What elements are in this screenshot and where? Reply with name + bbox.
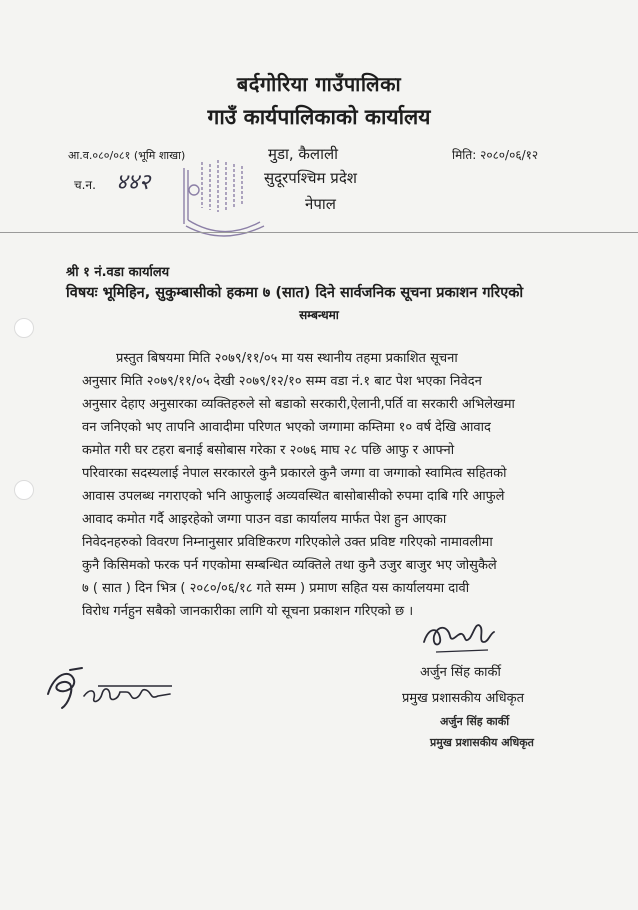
stamp-name: अर्जुन सिंह कार्की bbox=[440, 715, 510, 728]
recipient: श्री १ नं.वडा कार्यालय bbox=[66, 265, 170, 280]
body-line: कुनै किसिमको फरक पर्न गएकोमा सम्बन्धित व्यक्तिले तथा कुनै उजुर बाजुर भए जोसुकैले bbox=[82, 558, 497, 573]
location-line-3: नेपाल bbox=[305, 195, 336, 213]
location-line-2: सुदूरपश्चिम प्रदेश bbox=[264, 169, 357, 187]
handwritten-initials-icon bbox=[40, 660, 180, 718]
body-line: विरोध गर्नहुन सबैको जानकारीका लागि यो सूचना प्रकाशन गरिएको छ । bbox=[82, 604, 414, 619]
signatory-name: अर्जुन सिंह कार्की bbox=[420, 665, 501, 680]
office-title: बर्दगोरिया गाउँपालिका bbox=[236, 72, 402, 96]
dispatch-label: च.न. bbox=[74, 178, 96, 192]
letter-date: मिति: २०८०/०६/१२ bbox=[452, 148, 539, 162]
subject-line: विषयः भूमिहिन, सुकुम्बासीको हकमा ७ (सात) दिने सार्वजनिक सूचना प्रकाशन गरिएको bbox=[66, 285, 524, 301]
subject-continuation: सम्बन्धमा bbox=[299, 308, 339, 322]
body-line: परिवारका सदस्यलाई नेपाल सरकारले कुनै प्रकारले कुनै जग्गा वा जग्गाको स्वामित्व सहितको bbox=[82, 466, 507, 481]
body-line: प्रस्तुत बिषयमा मिति २०७९/११/०५ मा यस स्थानीय तहमा प्रकाशित सूचना bbox=[116, 351, 458, 366]
stamp-designation: प्रमुख प्रशासकीय अधिकृत bbox=[430, 736, 534, 749]
office-seal-icon bbox=[178, 150, 268, 238]
punch-hole bbox=[14, 480, 34, 500]
body-line: अनुसार मिति २०७९/११/०५ देखी २०७९/१२/१० सम्म वडा नं.१ बाट पेश भएका निवेदन bbox=[82, 374, 482, 389]
body-line: वन जनिएको भए तापनि आवादीमा परिणत भएको जग्गामा कम्तिमा १० वर्ष देखि आवाद bbox=[82, 420, 491, 435]
body-line: निवेदनहरुको विवरण निम्नानुसार प्रविष्टिकरण गरिएकोले उक्त प्रविष्ट गरिएको नामावलीमा bbox=[82, 535, 493, 550]
signature-icon bbox=[418, 612, 498, 658]
header-divider bbox=[0, 232, 638, 233]
body-line: आवास उपलब्ध नगराएको भनि आफुलाई अव्यवस्थित बासोबासीको रुपमा दाबि गरि आफुले bbox=[82, 489, 505, 504]
body-line: अनुसार देहाए अनुसारका व्यक्तिहरुले सो बडाको सरकारी,ऐलानी,पर्ति वा सरकारी अभिलेखमा bbox=[82, 397, 515, 412]
location-line-1: मुडा, कैलाली bbox=[268, 145, 339, 163]
body-line: आवाद कमोत गर्दै आइरहेको जग्गा पाउन वडा कार्यालय मार्फत पेश हुन आएका bbox=[82, 512, 447, 527]
dispatch-number: ४४२ bbox=[116, 170, 151, 195]
body-line: ७ ( सात ) दिन भित्र ( २०८०/०६/१८ गते सम्म ) प्रमाण सहित यस कार्यालयमा दावी bbox=[82, 581, 470, 596]
signatory-designation: प्रमुख प्रशासकीय अधिकृत bbox=[402, 691, 525, 706]
fiscal-year: आ.व.०८०/०८१ (भूमि शाखा) bbox=[68, 149, 186, 162]
office-subtitle: गाउँ कार्यपालिकाको कार्यालय bbox=[207, 105, 431, 129]
body-line: कमोत गरी घर टहरा बनाई बसोबास गरेका र २०७६ माघ २८ पछि आफु र आफ्नो bbox=[82, 443, 455, 458]
punch-hole bbox=[14, 318, 34, 338]
